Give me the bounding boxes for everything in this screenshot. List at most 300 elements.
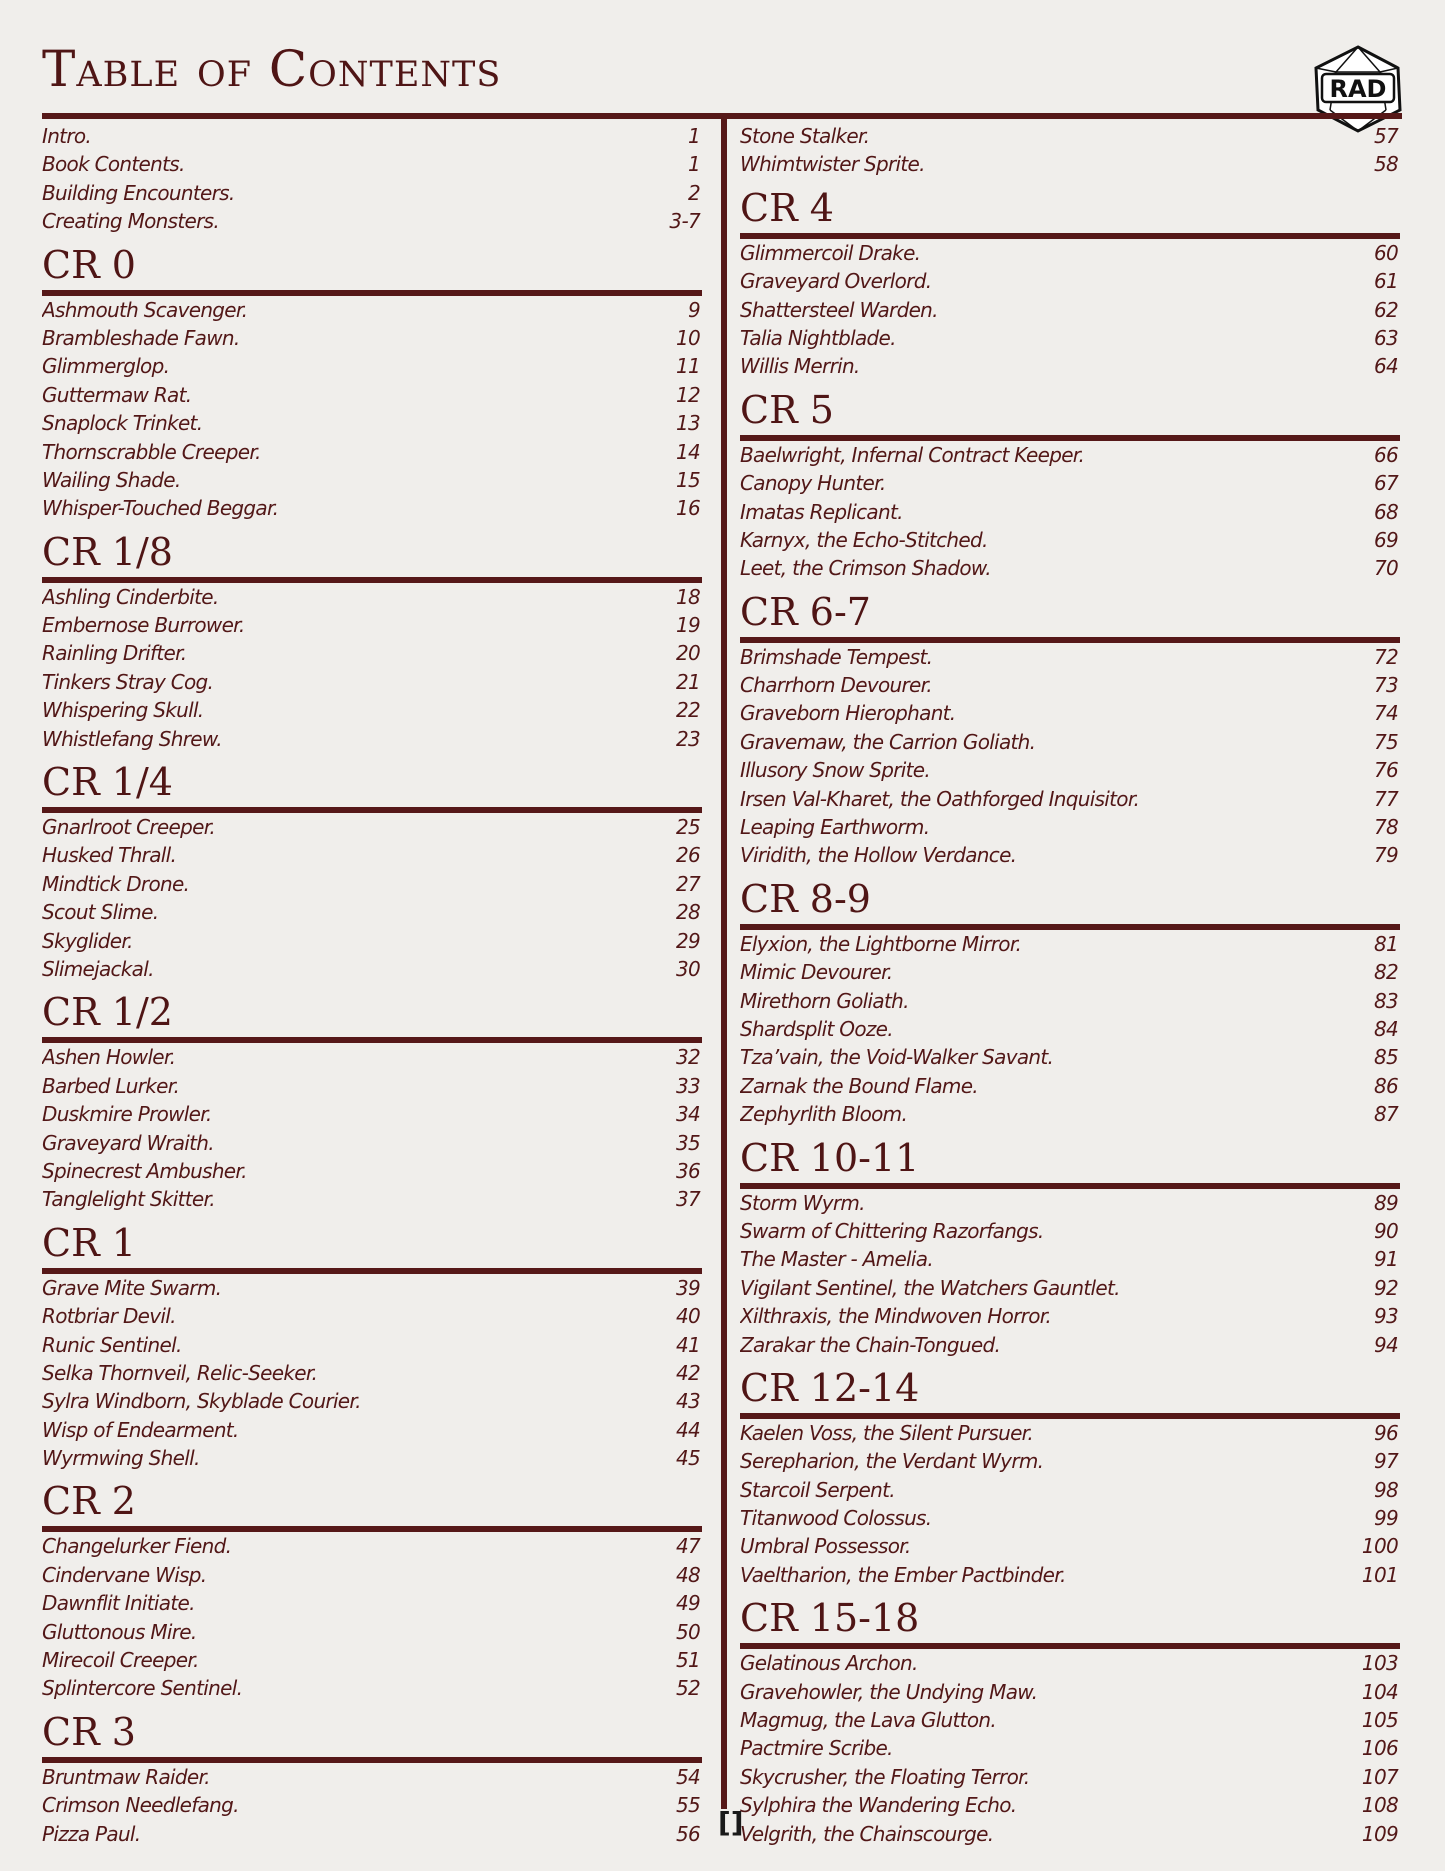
toc-entry[interactable] — [42, 1274, 702, 1302]
toc-entry[interactable] — [42, 1646, 702, 1674]
toc-entry[interactable] — [740, 1274, 1400, 1302]
entry-page-number: 22 — [675, 698, 700, 723]
toc-entry[interactable] — [740, 554, 1400, 582]
entry-page-number: 101 — [1361, 1562, 1398, 1587]
toc-entry[interactable] — [42, 1129, 702, 1157]
toc-section — [740, 587, 1400, 870]
entry-name: Gnarlroot Creeper. — [42, 815, 216, 840]
toc-section — [42, 1476, 702, 1702]
entry-page-number: 56 — [675, 1821, 700, 1846]
entry-page-number: 62 — [1373, 297, 1398, 322]
entry-page-number: 52 — [675, 1676, 700, 1701]
toc-entry[interactable] — [42, 1185, 702, 1213]
toc-entry[interactable] — [42, 870, 702, 898]
entry-page-number: 35 — [675, 1130, 700, 1155]
entry-name: Thornscrabble Creeper. — [42, 439, 261, 464]
toc-entry[interactable] — [42, 725, 702, 753]
entry-name: Runic Sentinel. — [42, 1332, 182, 1357]
entry-page-number: 78 — [1373, 815, 1398, 840]
toc-entry[interactable] — [740, 643, 1400, 671]
toc-entry[interactable] — [740, 1217, 1400, 1245]
toc-entry[interactable] — [740, 1419, 1400, 1447]
entry-name: Selka Thornveil, Relic-Seeker. — [42, 1360, 318, 1385]
entry-page-number: 40 — [675, 1304, 700, 1329]
toc-entry[interactable] — [740, 1791, 1400, 1819]
entry-name: Wailing Shade. — [42, 467, 181, 492]
entry-name: Umbral Possessor. — [740, 1534, 911, 1559]
toc-entry[interactable] — [42, 1532, 702, 1560]
section-heading: CR 4 — [740, 183, 1400, 239]
entry-name: Duskmire Prowler. — [42, 1102, 212, 1127]
entry-page-number: 50 — [675, 1619, 700, 1644]
entry-name: Skyglider. — [42, 928, 133, 953]
toc-entry[interactable] — [42, 583, 702, 611]
entry-name: Sylra Windborn, Skyblade Courier. — [42, 1389, 361, 1414]
entry-name: Sylphira the Wandering Echo. — [740, 1793, 1017, 1818]
entry-page-number: 87 — [1373, 1102, 1398, 1127]
toc-entry[interactable] — [42, 1331, 702, 1359]
entry-name: Gelatinous Archon. — [740, 1651, 918, 1676]
toc-entry[interactable] — [740, 469, 1400, 497]
toc-section — [42, 1218, 702, 1473]
entry-name: The Master - Amelia. — [740, 1247, 933, 1272]
entry-page-number: 26 — [675, 843, 700, 868]
entry-name: Grave Mite Swarm. — [42, 1275, 222, 1300]
entry-page-number: 90 — [1373, 1218, 1398, 1243]
toc-entry[interactable] — [740, 1302, 1400, 1330]
left-column — [42, 122, 702, 1848]
toc-entry[interactable] — [42, 955, 702, 983]
section-heading: CR 12-14 — [740, 1363, 1400, 1419]
entry-name: Magmug, the Lava Glutton. — [740, 1708, 996, 1733]
entry-page-number: 41 — [675, 1332, 700, 1357]
entry-name: Storm Wyrm. — [740, 1190, 865, 1215]
toc-entry[interactable] — [42, 122, 702, 150]
toc-entry[interactable] — [42, 466, 702, 494]
toc-entry[interactable] — [42, 1791, 702, 1819]
entry-page-number: 103 — [1361, 1651, 1398, 1676]
toc-entry[interactable] — [740, 352, 1400, 380]
toc-section — [42, 987, 702, 1213]
toc-entry[interactable] — [740, 239, 1400, 267]
toc-section — [740, 874, 1400, 1129]
entry-name: Slimejackal. — [42, 956, 154, 981]
entry-name: Stone Stalker. — [740, 124, 870, 148]
entry-page-number: 81 — [1373, 931, 1398, 956]
section-heading: CR 1/2 — [42, 987, 702, 1043]
entry-name: Changelurker Fiend. — [42, 1534, 232, 1559]
toc-entry[interactable] — [42, 813, 702, 841]
toc-entry[interactable] — [740, 1820, 1400, 1848]
toc-entry[interactable] — [42, 1416, 702, 1444]
entry-page-number: 27 — [675, 871, 700, 896]
entry-page-number: 85 — [1373, 1045, 1398, 1070]
toc-section — [740, 385, 1400, 583]
entry-page-number: 9 — [687, 297, 700, 322]
toc-entry[interactable] — [740, 987, 1400, 1015]
entry-name: Zephyrlith Bloom. — [740, 1102, 908, 1127]
entry-page-number: 63 — [1373, 325, 1398, 350]
section-heading: CR 3 — [42, 1707, 702, 1763]
toc-entry[interactable] — [42, 1763, 702, 1791]
entry-name: Skycrusher, the Floating Terror. — [740, 1764, 1030, 1789]
toc-section — [740, 122, 1400, 179]
toc-section — [740, 1593, 1400, 1848]
d20-logo-icon — [1310, 44, 1406, 134]
entry-name: Vaeltharion, the Ember Pactbinder. — [740, 1562, 1066, 1587]
toc-entry[interactable] — [42, 1589, 702, 1617]
toc-entry[interactable] — [740, 1763, 1400, 1791]
entry-page-number: 66 — [1373, 442, 1398, 467]
entry-name: Graveyard Wraith. — [42, 1130, 214, 1155]
column-divider — [721, 119, 727, 1809]
entry-name: Gravehowler, the Undying Maw. — [740, 1679, 1038, 1704]
toc-entry[interactable] — [740, 526, 1400, 554]
toc-entry[interactable] — [42, 438, 702, 466]
toc-entry[interactable] — [42, 1302, 702, 1330]
entry-page-number: 107 — [1361, 1764, 1398, 1789]
entry-name: Illusory Snow Sprite. — [740, 758, 931, 783]
entry-name: Whistlefang Shrew. — [42, 726, 222, 751]
entry-name: Talia Nightblade. — [740, 325, 896, 350]
entry-page-number: 47 — [675, 1534, 700, 1559]
logo-text: RAD — [1329, 75, 1387, 103]
entry-page-number: 70 — [1373, 556, 1398, 581]
entry-name: Titanwood Colossus. — [740, 1506, 932, 1531]
entry-page-number: 104 — [1361, 1679, 1398, 1704]
entry-page-number: 67 — [1373, 471, 1398, 496]
entry-name: Guttermaw Rat. — [42, 382, 192, 407]
right-column — [740, 122, 1400, 1848]
entry-name: Canopy Hunter. — [740, 471, 886, 496]
toc-entry[interactable] — [740, 813, 1400, 841]
toc-entry[interactable] — [740, 1245, 1400, 1273]
entry-name: Karnyx, the Echo-Stitched. — [740, 527, 988, 552]
toc-entry[interactable] — [740, 1447, 1400, 1475]
entry-page-number: 37 — [675, 1187, 700, 1212]
toc-entry[interactable] — [740, 1678, 1400, 1706]
entry-page-number: 64 — [1373, 354, 1398, 379]
entry-name: Barbed Lurker. — [42, 1073, 180, 1098]
entry-page-number: 72 — [1373, 644, 1398, 669]
toc-entry[interactable] — [42, 639, 702, 667]
entry-page-number: 42 — [675, 1360, 700, 1385]
entry-name: Graveyard Overlord. — [740, 269, 932, 294]
entry-page-number: 83 — [1373, 988, 1398, 1013]
entry-name: Building Encounters. — [42, 180, 235, 205]
entry-name: Irsen Val-Kharet, the Oathforged Inquisitor. — [740, 786, 1140, 811]
toc-section — [42, 527, 702, 753]
entry-page-number: 57 — [1373, 124, 1398, 148]
section-heading: CR 6-7 — [740, 587, 1400, 643]
entry-page-number: 18 — [675, 584, 700, 609]
entry-page-number: 60 — [1373, 240, 1398, 265]
entry-name: Pizza Paul. — [42, 1821, 141, 1846]
entry-name: Tanglelight Skitter. — [42, 1187, 215, 1212]
toc-entry[interactable] — [42, 1674, 702, 1702]
toc-entry[interactable] — [42, 668, 702, 696]
toc-entry[interactable] — [740, 1504, 1400, 1532]
toc-section — [42, 757, 702, 983]
entry-page-number: 109 — [1361, 1821, 1398, 1846]
entry-page-number: 100 — [1361, 1534, 1398, 1559]
entry-name: Snaplock Trinket. — [42, 411, 203, 436]
entry-page-number: 76 — [1373, 758, 1398, 783]
toc-entry[interactable] — [42, 150, 702, 178]
entry-name: Rainling Drifter. — [42, 641, 187, 666]
entry-name: Charrhorn Devourer. — [740, 673, 932, 698]
entry-name: Bruntmaw Raider. — [42, 1764, 210, 1789]
toc-entry[interactable] — [42, 494, 702, 522]
entry-page-number: 13 — [675, 411, 700, 436]
entry-page-number: 33 — [675, 1073, 700, 1098]
toc-entry[interactable] — [740, 930, 1400, 958]
entry-page-number: 14 — [675, 439, 700, 464]
entry-page-number: 98 — [1373, 1477, 1398, 1502]
entry-name: Serepharion, the Verdant Wyrm. — [740, 1449, 1044, 1474]
page-marker: [] — [718, 1806, 744, 1839]
entry-name: Vigilant Sentinel, the Watchers Gauntlet. — [740, 1275, 1120, 1300]
entry-page-number: 94 — [1373, 1332, 1398, 1357]
entry-page-number: 3-7 — [669, 209, 700, 234]
entry-page-number: 30 — [675, 956, 700, 981]
entry-page-number: 84 — [1373, 1016, 1398, 1041]
entry-name: Glimmerglop. — [42, 354, 170, 379]
entry-page-number: 43 — [675, 1389, 700, 1414]
entry-name: Baelwright, Infernal Contract Keeper. — [740, 442, 1085, 467]
section-heading: CR 8-9 — [740, 874, 1400, 930]
entry-page-number: 79 — [1373, 843, 1398, 868]
entry-name: Embernose Burrower. — [42, 613, 245, 638]
toc-section — [42, 240, 702, 523]
entry-page-number: 51 — [675, 1648, 700, 1673]
toc-entry[interactable] — [740, 1072, 1400, 1100]
entry-name: Willis Merrin. — [740, 354, 860, 379]
entry-page-number: 36 — [675, 1158, 700, 1183]
toc-entry[interactable] — [740, 267, 1400, 295]
entry-page-number: 54 — [675, 1764, 700, 1789]
entry-name: Gravemaw, the Carrion Goliath. — [740, 729, 1036, 754]
toc-entry[interactable] — [42, 1157, 702, 1185]
toc-entry[interactable] — [42, 1359, 702, 1387]
toc-entry[interactable] — [42, 1072, 702, 1100]
section-heading: CR 1/8 — [42, 527, 702, 583]
entry-page-number: 1 — [687, 124, 700, 148]
entry-page-number: 93 — [1373, 1304, 1398, 1329]
toc-entry[interactable] — [740, 498, 1400, 526]
entry-name: Whimtwister Sprite. — [740, 152, 925, 177]
toc-entry[interactable] — [740, 756, 1400, 784]
entry-name: Spinecrest Ambusher. — [42, 1158, 247, 1183]
toc-entry[interactable] — [42, 409, 702, 437]
entry-name: Creating Monsters. — [42, 209, 220, 234]
entry-name: Husked Thrall. — [42, 843, 177, 868]
entry-page-number: 49 — [675, 1591, 700, 1616]
toc-entry[interactable] — [42, 1043, 702, 1071]
toc-entry[interactable] — [740, 728, 1400, 756]
toc-entry[interactable] — [740, 841, 1400, 869]
entry-name: Gluttonous Mire. — [42, 1619, 197, 1644]
toc-entry[interactable] — [42, 1444, 702, 1472]
section-heading: CR 10-11 — [740, 1133, 1400, 1189]
entry-page-number: 105 — [1361, 1708, 1398, 1733]
entry-name: Mindtick Drone. — [42, 871, 190, 896]
entry-name: Velgrith, the Chainscourge. — [740, 1821, 994, 1846]
entry-page-number: 77 — [1373, 786, 1398, 811]
toc-entry[interactable] — [740, 296, 1400, 324]
toc-entry[interactable] — [42, 352, 702, 380]
entry-page-number: 68 — [1373, 499, 1398, 524]
entry-name: Viridith, the Hollow Verdance. — [740, 843, 1017, 868]
entry-name: Tza’vain, the Void-Walker Savant. — [740, 1045, 1054, 1070]
entry-page-number: 32 — [675, 1045, 700, 1070]
toc-entry[interactable] — [740, 150, 1400, 178]
toc-entry[interactable] — [740, 1649, 1400, 1677]
entry-page-number: 73 — [1373, 673, 1398, 698]
entry-page-number: 12 — [675, 382, 700, 407]
entry-page-number: 10 — [675, 325, 700, 350]
entry-name: Glimmercoil Drake. — [740, 240, 921, 265]
entry-page-number: 16 — [675, 496, 700, 521]
toc-entry[interactable] — [740, 958, 1400, 986]
entry-page-number: 74 — [1373, 701, 1398, 726]
entry-page-number: 39 — [675, 1275, 700, 1300]
entry-name: Book Contents. — [42, 152, 185, 177]
entry-page-number: 58 — [1373, 152, 1398, 177]
entry-name: Xilthraxis, the Mindwoven Horror. — [740, 1304, 1052, 1329]
section-heading: CR 1/4 — [42, 757, 702, 813]
toc-entry[interactable] — [42, 381, 702, 409]
toc-entry[interactable] — [740, 1331, 1400, 1359]
entry-page-number: 11 — [675, 354, 700, 379]
toc-section — [740, 1133, 1400, 1359]
toc-entry[interactable] — [740, 699, 1400, 727]
entry-page-number: 45 — [675, 1446, 700, 1471]
entry-page-number: 28 — [675, 900, 700, 925]
entry-page-number: 2 — [687, 180, 700, 205]
section-heading: CR 0 — [42, 240, 702, 296]
entry-name: Zarnak the Bound Flame. — [740, 1073, 978, 1098]
toc-entry[interactable] — [42, 927, 702, 955]
entry-page-number: 48 — [675, 1562, 700, 1587]
entry-page-number: 86 — [1373, 1073, 1398, 1098]
toc-entry[interactable] — [42, 207, 702, 235]
toc-entry[interactable] — [740, 1706, 1400, 1734]
entry-page-number: 97 — [1373, 1449, 1398, 1474]
toc-entry[interactable] — [42, 696, 702, 724]
entry-page-number: 92 — [1373, 1275, 1398, 1300]
toc-entry[interactable] — [740, 1043, 1400, 1071]
entry-page-number: 99 — [1373, 1506, 1398, 1531]
entry-page-number: 108 — [1361, 1793, 1398, 1818]
toc-entry[interactable] — [740, 324, 1400, 352]
entry-name: Ashen Howler. — [42, 1045, 176, 1070]
entry-name: Dawnflit Initiate. — [42, 1591, 195, 1616]
entry-name: Mimic Devourer. — [740, 960, 893, 985]
entry-name: Cindervane Wisp. — [42, 1562, 207, 1587]
entry-name: Kaelen Voss, the Silent Pursuer. — [740, 1420, 1034, 1445]
entry-page-number: 91 — [1373, 1247, 1398, 1272]
entry-name: Rotbriar Devil. — [42, 1304, 176, 1329]
page-title: Table of Contents — [42, 40, 502, 98]
toc-entry[interactable] — [42, 1387, 702, 1415]
toc-entry[interactable] — [740, 1561, 1400, 1589]
entry-page-number: 20 — [675, 641, 700, 666]
toc-entry[interactable] — [42, 611, 702, 639]
toc-entry[interactable] — [740, 1476, 1400, 1504]
section-heading: CR 1 — [42, 1218, 702, 1274]
entry-name: Ashling Cinderbite. — [42, 584, 219, 609]
toc-entry[interactable] — [740, 1734, 1400, 1762]
entry-name: Shardsplit Ooze. — [740, 1016, 893, 1041]
toc-entry[interactable] — [740, 1015, 1400, 1043]
entry-name: Zarakar the Chain-Tongued. — [740, 1332, 1001, 1357]
toc-entry[interactable] — [42, 1561, 702, 1589]
entry-page-number: 34 — [675, 1102, 700, 1127]
entry-name: Mirecoil Creeper. — [42, 1648, 199, 1673]
section-heading: CR 2 — [42, 1476, 702, 1532]
toc-entry[interactable] — [740, 671, 1400, 699]
entry-name: Wyrmwing Shell. — [42, 1446, 200, 1471]
entry-page-number: 106 — [1361, 1736, 1398, 1761]
toc-entry[interactable] — [740, 122, 1400, 150]
entry-page-number: 1 — [687, 152, 700, 177]
entry-name: Shattersteel Warden. — [740, 297, 938, 322]
entry-name: Leaping Earthworm. — [740, 815, 930, 840]
entry-page-number: 29 — [675, 928, 700, 953]
toc-entry[interactable] — [42, 898, 702, 926]
toc-section — [42, 122, 702, 236]
entry-page-number: 44 — [675, 1417, 700, 1442]
entry-page-number: 19 — [675, 613, 700, 638]
entry-name: Whispering Skull. — [42, 698, 204, 723]
entry-name: Whisper-Touched Beggar. — [42, 496, 279, 521]
toc-entry[interactable] — [42, 296, 702, 324]
toc-entry[interactable] — [42, 1100, 702, 1128]
entry-page-number: 21 — [675, 669, 700, 694]
entry-name: Brambleshade Fawn. — [42, 325, 240, 350]
toc-entry[interactable] — [740, 1100, 1400, 1128]
toc-entry[interactable] — [42, 841, 702, 869]
entry-name: Graveborn Hierophant. — [740, 701, 956, 726]
entry-name: Scout Slime. — [42, 900, 159, 925]
entry-page-number: 75 — [1373, 729, 1398, 754]
entry-page-number: 96 — [1373, 1420, 1398, 1445]
toc-entry[interactable] — [42, 179, 702, 207]
toc-section — [740, 183, 1400, 381]
toc-entry[interactable] — [42, 324, 702, 352]
toc-entry[interactable] — [42, 1618, 702, 1646]
entry-page-number: 69 — [1373, 527, 1398, 552]
toc-entry[interactable] — [740, 1532, 1400, 1560]
entry-name: Starcoil Serpent. — [740, 1477, 895, 1502]
entry-page-number: 25 — [675, 815, 700, 840]
entry-name: Crimson Needlefang. — [42, 1793, 239, 1818]
entry-page-number: 89 — [1373, 1190, 1398, 1215]
entry-name: Swarm of Chittering Razorfangs. — [740, 1218, 1044, 1243]
entry-page-number: 15 — [675, 467, 700, 492]
entry-name: Mirethorn Goliath. — [740, 988, 909, 1013]
toc-entry[interactable] — [740, 1189, 1400, 1217]
entry-name: Tinkers Stray Cog. — [42, 669, 214, 694]
entry-name: Splintercore Sentinel. — [42, 1676, 243, 1701]
entry-name: Imatas Replicant. — [740, 499, 903, 524]
toc-entry[interactable] — [42, 1820, 702, 1848]
toc-entry[interactable] — [740, 441, 1400, 469]
entry-name: Elyxion, the Lightborne Mirror. — [740, 931, 1022, 956]
toc-entry[interactable] — [740, 785, 1400, 813]
entry-name: Leet, the Crimson Shadow. — [740, 556, 991, 581]
